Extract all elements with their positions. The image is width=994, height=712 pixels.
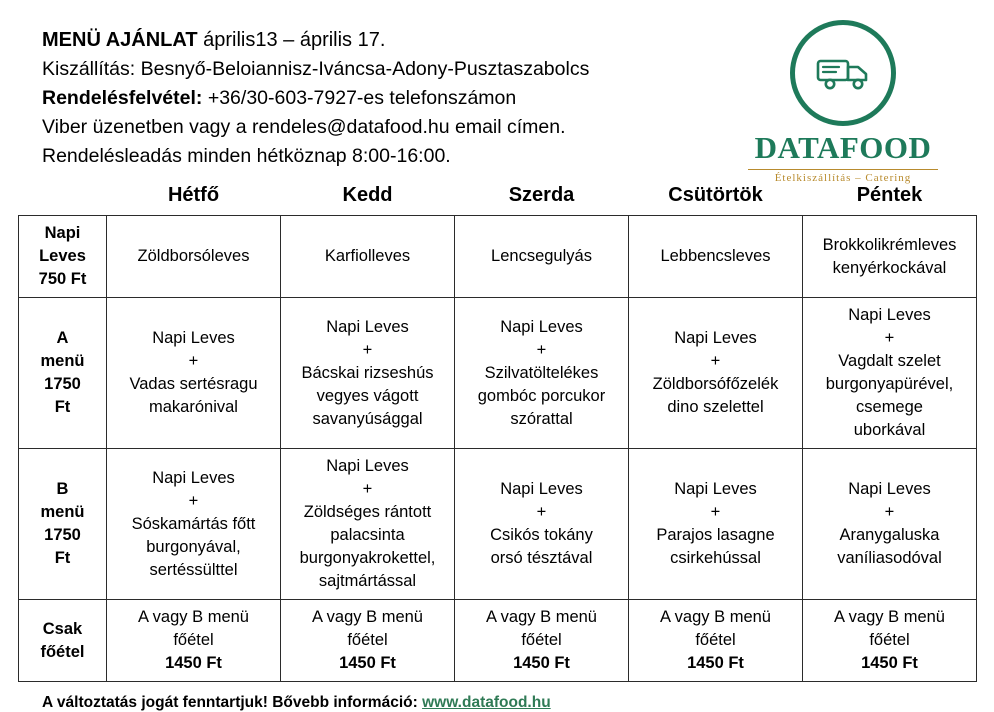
menu-line: szórattal: [510, 409, 573, 428]
header-line-order: [42, 84, 589, 113]
menu-line: Napi Leves: [326, 457, 409, 475]
menu-date-range: április13 – április 17.: [197, 29, 386, 51]
menu-line: sajtmártással: [318, 572, 417, 590]
menu-line: Napi Leves: [152, 468, 235, 487]
logo-tagline: Ételkiszállítás – Catering: [774, 172, 912, 184]
header-line-hours: Rendelésleadás minden hétköznap 8:00-16:00.: [42, 145, 451, 167]
day-header-2: Szerda: [508, 184, 575, 206]
menu-line: Bácskai rizseshús: [301, 363, 434, 382]
menu-line: Zöldséges rántott: [303, 503, 432, 521]
table-row: [19, 216, 977, 298]
logo: [718, 18, 976, 184]
row-label-line: Ft: [54, 549, 71, 567]
row-label-line: B: [56, 480, 69, 498]
row-label-line: 1750: [44, 375, 81, 393]
row-label-line: főétel: [40, 642, 85, 661]
menu-line: vegyes vágott: [316, 386, 419, 405]
row-label-line: menü: [40, 352, 85, 370]
menu-line: Karfiolleves: [324, 247, 411, 265]
menu-line: burgonyapürével,: [825, 375, 954, 393]
menu-line: A vagy B menü: [834, 608, 945, 626]
row-label-line: Napi: [44, 224, 81, 242]
menu-cell: [803, 298, 977, 449]
menu-line: kenyérkockával: [832, 258, 947, 277]
row-label-line: 750 Ft: [38, 270, 87, 288]
row-label-line: Leves: [39, 247, 86, 265]
menu-line: dino szelettel: [667, 398, 764, 416]
menu-cell: [455, 600, 629, 682]
menu-line: +: [188, 352, 199, 370]
header: [18, 18, 976, 184]
menu-cell: [803, 449, 977, 600]
menu-cell: [107, 216, 281, 298]
menu-title: MENÜ AJÁNLAT: [42, 29, 198, 51]
menu-line: Aranygaluska: [839, 526, 940, 544]
menu-line: +: [362, 480, 373, 498]
price-label: 1450 Ft: [861, 654, 918, 672]
header-line-email: Viber üzenetben vagy a rendeles@datafood.hu email címen.: [42, 116, 566, 138]
menu-line: csirkehússal: [670, 549, 761, 567]
menu-line: Napi Leves: [674, 329, 757, 347]
menu-line: főétel: [521, 631, 562, 649]
menu-line: +: [710, 352, 721, 370]
menu-line: főétel: [695, 631, 736, 649]
menu-line: +: [710, 503, 721, 521]
menu-line: orsó tésztával: [490, 549, 593, 567]
menu-line: Napi Leves: [500, 317, 583, 336]
menu-cell: [281, 298, 455, 449]
price-label: 1450 Ft: [513, 654, 570, 672]
row-label-line: menü: [40, 503, 85, 521]
menu-line: Vadas sertésragu: [129, 375, 258, 393]
table-corner: [19, 178, 107, 216]
menu-cell: [455, 449, 629, 600]
menu-cell: [629, 298, 803, 449]
menu-line: +: [884, 503, 895, 521]
table-row: [19, 600, 977, 682]
logo-name: DATAFOOD: [754, 130, 932, 165]
menu-line: Napi Leves: [674, 480, 757, 498]
menu-line: Napi Leves: [848, 480, 931, 498]
menu-cell: [107, 600, 281, 682]
menu-line: +: [884, 329, 895, 347]
menu-line: Zöldborsóleves: [137, 247, 250, 265]
menu-line: palacsinta: [330, 526, 405, 544]
order-phone: +36/30-603-7927-es telefonszámon: [202, 87, 517, 109]
menu-table: [18, 178, 977, 682]
table-row: [19, 449, 977, 600]
menu-line: makarónival: [149, 398, 238, 416]
menu-line: Napi Leves: [326, 317, 409, 336]
row-label-line: A: [56, 329, 69, 347]
menu-line: vaníliasodóval: [837, 549, 942, 567]
day-header-1: Kedd: [342, 184, 393, 206]
menu-line: csemege: [856, 398, 923, 416]
menu-line: A vagy B menü: [660, 608, 771, 626]
menu-line: Zöldborsófőzelék: [652, 375, 779, 393]
menu-line: Vagdalt szelet: [838, 352, 941, 370]
row-label-menu-a: [19, 298, 107, 449]
menu-line: A vagy B menü: [138, 608, 249, 626]
menu-line: főétel: [173, 631, 214, 649]
menu-cell: [107, 449, 281, 600]
menu-cell: [803, 600, 977, 682]
menu-line: Napi Leves: [152, 329, 235, 347]
table-body: [19, 216, 977, 682]
row-label-main-only: [19, 600, 107, 682]
menu-cell: [455, 298, 629, 449]
menu-line: Szilvatöltelékes: [484, 363, 599, 382]
price-label: 1450 Ft: [339, 654, 396, 672]
logo-badge: [790, 20, 896, 126]
day-header-3: Csütörtök: [668, 184, 763, 206]
header-line-delivery: Kiszállítás: Besnyő-Beloiannisz-Iváncsa-Adony-Pusztaszabolcs: [42, 58, 590, 80]
menu-line: Napi Leves: [848, 306, 931, 324]
menu-cell: [455, 216, 629, 298]
row-label-line: Csak: [42, 619, 83, 638]
menu-cell: [629, 216, 803, 298]
day-header-4: Péntek: [856, 184, 923, 206]
menu-line: +: [536, 503, 547, 521]
menu-line: A vagy B menü: [312, 608, 423, 626]
row-label-line: 1750: [44, 526, 81, 544]
row-label-soup: [19, 216, 107, 298]
menu-cell: [629, 449, 803, 600]
menu-cell: [281, 449, 455, 600]
menu-line: burgonyával,: [146, 537, 241, 556]
menu-line: Parajos lasagne: [656, 526, 775, 544]
menu-line: +: [362, 340, 373, 359]
footer: [18, 694, 976, 712]
menu-line: A vagy B menü: [486, 608, 597, 626]
menu-cell: [107, 298, 281, 449]
footer-text: A változtatás jogát fenntartjuk! Bővebb információ:: [42, 694, 423, 711]
menu-cell: [629, 600, 803, 682]
menu-line: savanyúsággal: [312, 409, 423, 428]
price-label: 1450 Ft: [687, 654, 744, 672]
menu-line: Brokkolikrémleves: [822, 235, 957, 254]
menu-line: +: [188, 491, 199, 510]
menu-line: gombóc porcukor: [477, 386, 606, 405]
menu-line: Csikós tokány: [490, 526, 593, 544]
logo-divider: [748, 169, 938, 170]
menu-cell: [281, 216, 455, 298]
menu-line: burgonyakrokettel,: [299, 549, 436, 567]
row-label-menu-b: [19, 449, 107, 600]
menu-line: Sóskamártás főtt: [131, 514, 256, 533]
order-label: Rendelésfelvétel:: [42, 87, 203, 109]
menu-line: Lencsegulyás: [491, 247, 592, 265]
website-link[interactable]: www.datafood.hu: [422, 694, 551, 711]
menu-cell: [803, 216, 977, 298]
header-text-block: [18, 18, 589, 171]
menu-line: Lebbencsleves: [660, 247, 771, 265]
menu-line: sertéssülttel: [149, 560, 238, 579]
table-row: [19, 298, 977, 449]
menu-cell: [281, 600, 455, 682]
day-header-0: Hétfő: [167, 184, 220, 206]
menu-line: főétel: [347, 631, 388, 649]
header-line-title: [42, 26, 589, 55]
menu-line: +: [536, 340, 547, 359]
menu-line: Napi Leves: [500, 480, 583, 498]
menu-line: főétel: [869, 631, 910, 649]
price-label: 1450 Ft: [165, 654, 222, 672]
row-label-line: Ft: [54, 398, 71, 416]
menu-line: uborkával: [853, 421, 926, 439]
